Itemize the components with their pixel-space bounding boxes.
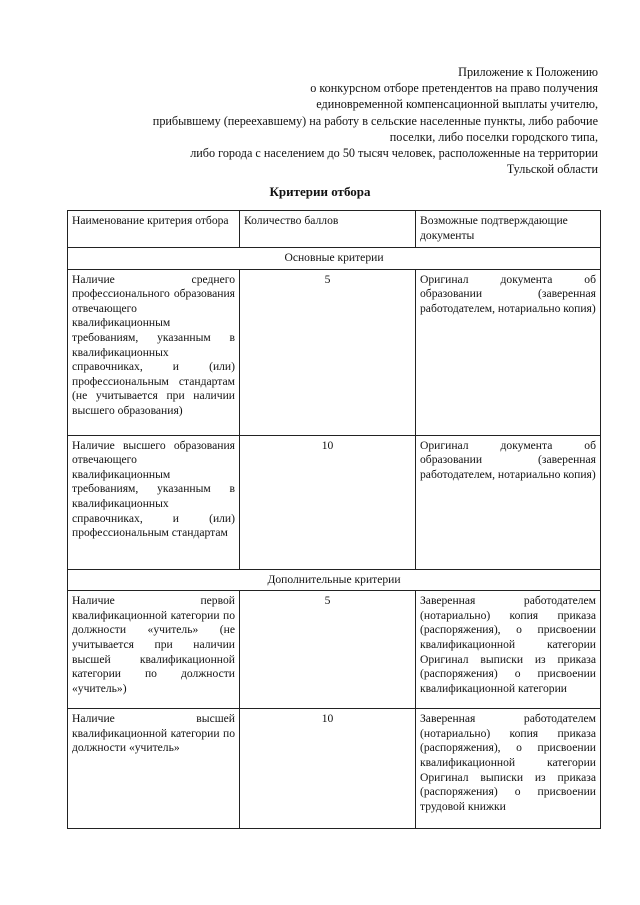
appendix-line: Приложение к Положению — [458, 65, 598, 79]
header-criterion: Наименование критерия отбора — [68, 211, 240, 248]
criteria-table — [67, 210, 601, 829]
document-title: Критерии отбора — [269, 184, 371, 199]
criterion-cell: Наличие среднего профессионального образования отвечающего квалификационным требованиям, указанным в квалификационных справочниках, и (или) профессиональным стандартам (не учитывается при наличии высшего образования) — [68, 269, 240, 435]
appendix-line: о конкурсном отборе претендентов на право получения — [310, 81, 598, 96]
documents-cell: Заверенная работодателем (нотариально) копия приказа (распоряжения), о присвоении квалификационной категории Оригинал выписки из приказа (распоряжения) о присвоении трудовой книжки — [416, 709, 601, 829]
criterion-cell: Наличие высшего образования отвечающего квалификационным требованиям, указанным в квалификационных справочниках, и (или) профессиональным стандартам — [68, 435, 240, 569]
section-label: Дополнительные критерии — [68, 569, 601, 591]
section-row-additional — [68, 569, 601, 591]
appendix-header — [38, 64, 598, 177]
table-row — [68, 709, 601, 829]
criterion-cell: Наличие первой квалификационной категории по должности «учитель» (не учитывается при наличии высшей квалификационной категории по должности «учитель») — [68, 591, 240, 709]
documents-cell: Заверенная работодателем (нотариально) копия приказа (распоряжения), о присвоении квалификационной категории Оригинал выписки из приказа (распоряжения) о присвоении квалификационной категории — [416, 591, 601, 709]
points-cell: 5 — [240, 269, 416, 435]
header-points: Количество баллов — [240, 211, 416, 248]
header-documents: Возможные подтверждающие документы — [416, 211, 601, 248]
table-row — [68, 435, 601, 569]
points-cell: 10 — [240, 435, 416, 569]
table-row — [68, 591, 601, 709]
section-label: Основные критерии — [68, 248, 601, 270]
table-row — [68, 269, 601, 435]
table-header-row — [68, 211, 601, 248]
criterion-cell: Наличие высшей квалификационной категории по должности «учитель» — [68, 709, 240, 829]
documents-cell: Оригинал документа об образовании (заверенная работодателем, нотариально копия) — [416, 435, 601, 569]
section-row-main — [68, 248, 601, 270]
appendix-line: прибывшему (переехавшему) на работу в сельские населенные пункты, либо рабочие — [152, 113, 598, 128]
points-cell: 10 — [240, 709, 416, 829]
documents-cell: Оригинал документа об образовании (заверенная работодателем, нотариально копия) — [416, 269, 601, 435]
appendix-line: Тульской области — [506, 162, 598, 177]
appendix-line: поселки, либо поселки городского типа, — [389, 129, 598, 144]
appendix-line: единовременной компенсационной выплаты учителю, — [316, 97, 598, 112]
points-cell: 5 — [240, 591, 416, 709]
appendix-line: либо города с населением до 50 тысяч человек, расположенные на территории — [190, 146, 598, 161]
